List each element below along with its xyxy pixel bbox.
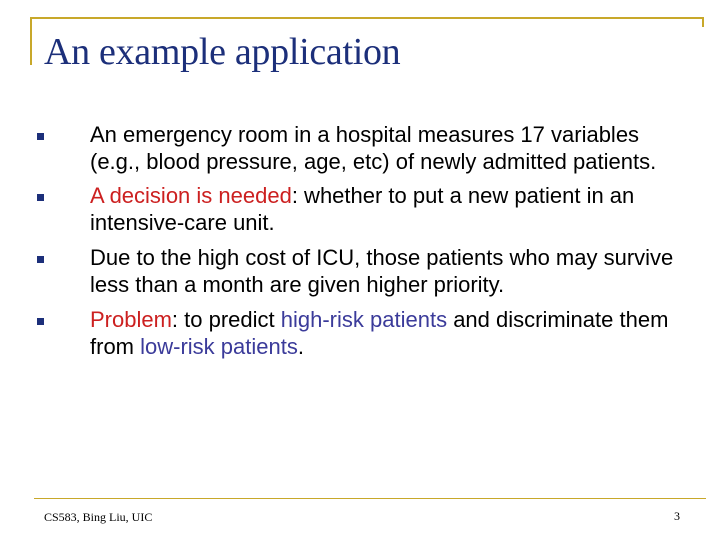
bullet-text: Due to the high cost of ICU, those patients who may survive less than a month are given higher priority. [90,245,674,297]
bullet-text: and discriminate them from [90,307,669,359]
bullet-term: low-risk patients [140,334,298,359]
frame-top-rule [30,17,704,19]
bullet-term: high-risk patients [280,307,448,332]
slide-title: An example application [44,31,401,73]
footer-credit: CS583, Bing Liu, UIC [44,510,153,524]
frame-right-rule [702,17,704,27]
frame-left-rule [30,17,32,65]
square-bullet-icon [37,133,44,140]
bullet-text: An emergency room in a hospital measures 17 variables (e.g., blood pressure, age, etc) of newly admitted patients. [90,122,657,174]
square-bullet-icon [37,256,44,263]
square-bullet-icon [37,318,44,325]
bullet-item [36,182,676,236]
footer-rule [34,498,706,499]
bullet-text: : whether to put a new patient in an intensive-care unit. [90,183,635,235]
bullet-item [36,306,676,360]
square-bullet-icon [37,194,44,201]
bullet-highlight: Problem [90,307,172,332]
bullet-item [36,121,676,175]
bullet-highlight: A decision is needed [90,183,292,208]
bullet-text: : to predict [171,307,281,332]
bullet-list [36,121,676,360]
bullet-item [36,244,676,298]
bullet-text: . [297,334,304,359]
page-number: 3 [674,509,680,523]
